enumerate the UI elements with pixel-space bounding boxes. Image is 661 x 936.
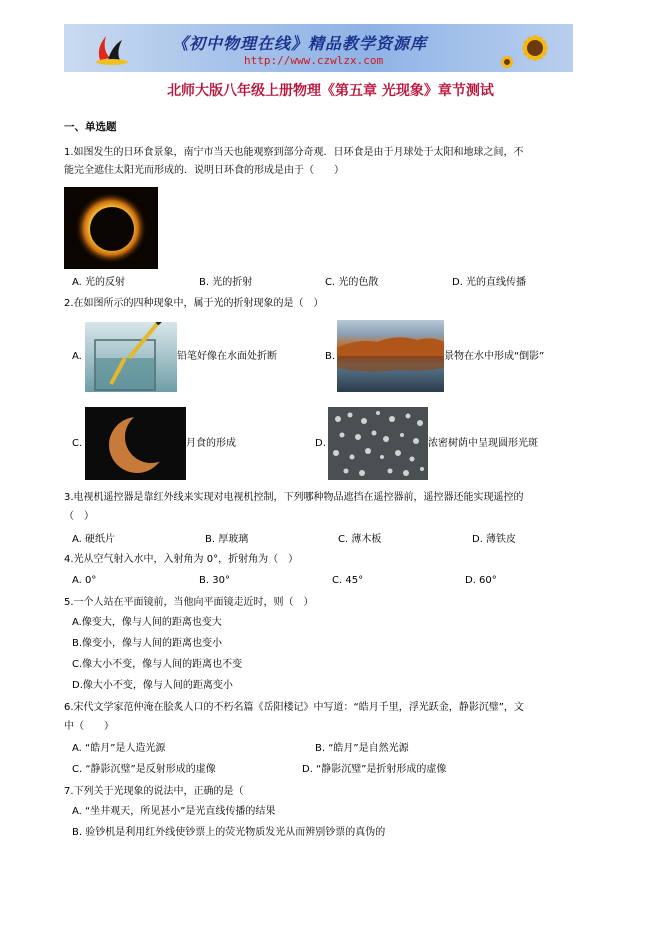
- q4-option-a[interactable]: A. 0°: [72, 575, 97, 586]
- q2-option-c-letter[interactable]: C.: [72, 438, 83, 449]
- q6-option-b[interactable]: B. “皓月”是自然光源: [315, 743, 409, 754]
- banner-url[interactable]: http://www.czwlzx.com: [244, 54, 384, 67]
- sunflower-icon: [495, 26, 565, 72]
- q2-option-a-text[interactable]: 铅笔好像在水面处折断: [177, 351, 277, 362]
- q4-option-d[interactable]: D. 60°: [465, 575, 497, 586]
- banner-title: 《初中物理在线》精品教学资源库: [172, 34, 428, 53]
- q5-option-c[interactable]: C.像大小不变，像与人间的距离也不变: [72, 659, 243, 670]
- q1-option-a[interactable]: A. 光的反射: [72, 277, 126, 288]
- q2-stem: 2.在如图所示的四种现象中，属于光的折射现象的是（ ）: [64, 298, 324, 309]
- q1-stem-line1: 1.如图发生的日环食景象，南宁市当天也能观察到部分奇观．日环食是由于月球处于太阳和地球之间，不: [64, 147, 524, 158]
- q1-option-d[interactable]: D. 光的直线传播: [452, 277, 527, 288]
- light-spots-image: [328, 407, 428, 480]
- q3-option-a[interactable]: A. 硬纸片: [72, 534, 116, 545]
- q4-stem: 4.光从空气射入水中，入射角为 0°，折射角为（ ）: [64, 554, 299, 565]
- q7-option-b[interactable]: B. 验钞机是利用红外线使钞票上的荧光物质发光从而辨别钞票的真伪的: [72, 827, 386, 838]
- q3-stem-line2: （ ）: [64, 511, 94, 522]
- q2-option-d-letter[interactable]: D.: [315, 438, 326, 449]
- lunar-eclipse-image: [85, 407, 186, 480]
- q6-option-c[interactable]: C. “静影沉璧”是反射形成的虚像: [72, 764, 216, 775]
- q2-option-c-text[interactable]: 月食的形成: [186, 438, 236, 449]
- q5-option-a[interactable]: A.像变大，像与人间的距离也变大: [72, 617, 222, 628]
- q3-option-c[interactable]: C. 薄木板: [338, 534, 382, 545]
- q6-option-a[interactable]: A. “皓月”是人造光源: [72, 743, 166, 754]
- reflection-in-water-image: [337, 320, 444, 392]
- q6-stem-line1: 6.宋代文学家范仲淹在脍炙人口的不朽名篇《岳阳楼记》中写道：“皓月千里，浮光跃金，静影沉璧”，文: [64, 702, 524, 713]
- q4-option-b[interactable]: B. 30°: [199, 575, 230, 586]
- q2-option-b-letter[interactable]: B.: [325, 351, 336, 362]
- q6-option-d[interactable]: D. “静影沉璧”是折射形成的虚像: [302, 764, 447, 775]
- q4-option-c[interactable]: C. 45°: [332, 575, 364, 586]
- q3-option-d[interactable]: D. 薄铁皮: [472, 534, 517, 545]
- q5-option-b[interactable]: B.像变小，像与人间的距离也变小: [72, 638, 223, 649]
- pencil-in-water-image: [85, 322, 177, 392]
- q6-stem-line2: 中（ ）: [64, 721, 114, 732]
- q7-option-a[interactable]: A. “坐井观天，所见甚小”是光直线传播的结果: [72, 806, 276, 817]
- q2-option-d-text[interactable]: 浓密树荫中呈现圆形光斑: [428, 438, 538, 449]
- q7-stem: 7.下列关于光现象的说法中，正确的是（: [64, 786, 244, 797]
- q1-option-b[interactable]: B. 光的折射: [199, 277, 253, 288]
- q5-stem: 5.一个人站在平面镜前，当他向平面镜走近时，则（ ）: [64, 597, 314, 608]
- header-banner: [64, 24, 573, 72]
- site-logo-icon: [92, 30, 132, 66]
- q5-option-d[interactable]: D.像大小不变，像与人间的距离变小: [72, 680, 233, 691]
- q1-option-c[interactable]: C. 光的色散: [325, 277, 379, 288]
- q1-stem-line2: 能完全遮住太阳光而形成的．说明日环食的形成是由于（ ）: [64, 165, 344, 176]
- q3-stem-line1: 3.电视机遥控器是靠红外线来实现对电视机控制，下列哪种物品遮挡在遥控器前，遥控器还能实现遥控的: [64, 492, 524, 503]
- q3-option-b[interactable]: B. 厚玻璃: [205, 534, 249, 545]
- solar-eclipse-image: [64, 187, 158, 269]
- q2-option-b-text[interactable]: 景物在水中形成“倒影”: [444, 351, 545, 362]
- q2-option-a-letter[interactable]: A.: [72, 351, 82, 362]
- section-heading-single-choice: 一、单选题: [64, 121, 117, 133]
- document-title: 北师大版八年级上册物理《第五章 光现象》章节测试: [167, 83, 494, 99]
